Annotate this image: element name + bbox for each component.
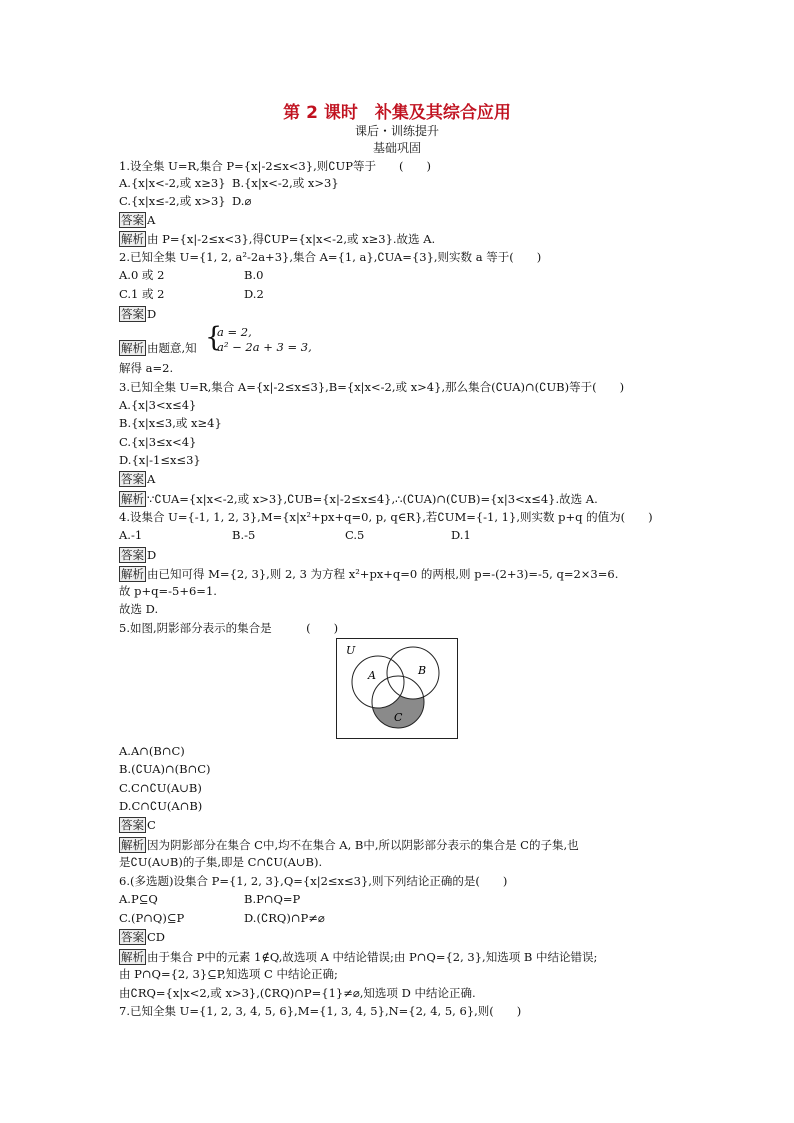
equation-system (217, 325, 312, 355)
q5-option-a: A.A∩(B∩C) (119, 744, 185, 758)
answer-tag: 答案 (121, 307, 144, 321)
q3-option-a: A.{x|3<x≤4} (119, 398, 197, 412)
q5-answer-value: C (147, 818, 156, 832)
page-title: 第 2 课时 补集及其综合应用 (283, 103, 511, 123)
answer-tag: 答案 (121, 472, 144, 486)
q3-option-c: C.{x|3≤x<4} (119, 435, 197, 449)
q4-option-b: B.-5 (232, 528, 256, 542)
q6-option-a: A.P⊆Q (119, 892, 158, 906)
q2-answer-value: D (147, 307, 157, 321)
analysis-tag: 解析 (121, 341, 144, 355)
q6-option-b: B.P∩Q=P (244, 892, 301, 906)
q1-answer-value: A (147, 213, 156, 227)
q2-analysis-text: 由题意,知 (147, 341, 197, 355)
q4-option-a: A.-1 (119, 528, 143, 542)
equation-line-2: a² − 2a + 3 = 3, (217, 340, 312, 354)
question-4-stem: 4.设集合 U={-1, 1, 2, 3},M={x|x²+px+q=0, p, q∈R},若∁UM={-1, 1},则实数 p+q 的值为( ) (119, 510, 653, 524)
label-u: U (346, 644, 356, 657)
q3-analysis (119, 491, 598, 507)
q3-option-b: B.{x|x≤3,或 x≥4} (119, 416, 222, 430)
q3-analysis-text: ∵∁UA={x|x<-2,或 x>3},∁UB={x|-2≤x≤4},∴(∁UA)∩(∁UB)={x|3<x≤4}.故选 A. (147, 492, 598, 506)
q6-answer-value: CD (147, 930, 166, 944)
q4-option-d: D.1 (451, 528, 471, 542)
q2-option-d: D.2 (244, 287, 264, 301)
venn-svg (336, 638, 458, 739)
q5-analysis (119, 837, 579, 853)
answer-tag: 答案 (121, 930, 144, 944)
q6-analysis-line-2: 由 P∩Q={2, 3}⊆P,知选项 C 中结论正确; (119, 967, 338, 981)
analysis-tag: 解析 (121, 838, 144, 852)
equation-brace: { (205, 322, 223, 353)
subtitle: 课后・训练提升 (354, 124, 439, 138)
q2-option-c: C.1 或 2 (119, 287, 165, 301)
q5-option-b: B.(∁UA)∩(B∩C) (119, 762, 211, 776)
q2-analysis (119, 340, 197, 356)
label-a: A (368, 669, 376, 682)
q1-analysis-text: 由 P={x|-2≤x<3},得∁UP={x|x<-2,或 x≥3}.故选 A. (147, 232, 436, 246)
q4-option-c: C.5 (345, 528, 365, 542)
answer-tag: 答案 (121, 818, 144, 832)
q1-option-c: C.{x|x≤-2,或 x>3} (119, 194, 226, 208)
q2-result: 解得 a=2. (119, 361, 174, 375)
answer-tag: 答案 (121, 548, 144, 562)
question-2-stem: 2.已知全集 U={1, 2, a²-2a+3},集合 A={1, a},∁UA={3},则实数 a 等于( ) (119, 250, 542, 264)
q3-answer (119, 471, 155, 487)
q1-option-b: B.{x|x<-2,或 x>3} (232, 176, 339, 190)
q3-answer-value: A (147, 472, 156, 486)
q6-analysis (119, 949, 597, 965)
q3-option-d: D.{x|-1≤x≤3} (119, 453, 201, 467)
label-b: B (418, 664, 427, 677)
q5-option-d: D.C∩∁U(A∩B) (119, 799, 203, 813)
question-7-stem: 7.已知全集 U={1, 2, 3, 4, 5, 6},M={1, 3, 4, 5},N={2, 4, 5, 6},则( ) (119, 1004, 522, 1018)
question-1-stem: 1.设全集 U=R,集合 P={x|-2≤x<3},则∁UP等于 ( ) (119, 159, 431, 173)
q5-option-c: C.C∩∁U(A∪B) (119, 781, 202, 795)
q2-option-a: A.0 或 2 (119, 268, 165, 282)
analysis-tag: 解析 (121, 492, 144, 506)
venn-diagram (336, 638, 458, 739)
q1-answer (119, 212, 155, 228)
q1-option-d: D.⌀ (232, 194, 252, 208)
q2-answer (119, 306, 156, 322)
q4-analysis-line-2: 故 p+q=-5+6=1. (119, 584, 217, 598)
question-3-stem: 3.已知全集 U=R,集合 A={x|-2≤x≤3},B={x|x<-2,或 x>4},那么集合(∁UA)∩(∁UB)等于( ) (119, 380, 625, 394)
section-heading: 基础巩固 (372, 141, 421, 155)
q6-analysis-line-3: 由∁RQ={x|x<2,或 x>3},(∁RQ)∩P={1}≠⌀,知选项 D 中结论正确. (119, 986, 476, 1000)
q4-analysis-text: 由已知可得 M={2, 3},则 2, 3 为方程 x²+px+q=0 的两根,则 p=-(2+3)=-5, q=2×3=6. (147, 567, 619, 581)
q4-analysis-line-3: 故选 D. (119, 602, 159, 616)
label-c: C (394, 711, 403, 724)
q5-analysis-line-2: 是∁U(A∪B)的子集,即是 C∩∁U(A∪B). (119, 855, 323, 869)
question-5-stem: 5.如图,阴影部分表示的集合是 ( ) (119, 621, 339, 635)
q5-answer (119, 817, 156, 833)
analysis-tag: 解析 (121, 232, 144, 246)
q4-answer-value: D (147, 548, 157, 562)
analysis-tag: 解析 (121, 950, 144, 964)
q4-answer (119, 547, 156, 563)
question-6-stem: 6.(多选题)设集合 P={1, 2, 3},Q={x|2≤x≤3},则下列结论正确的是( ) (119, 874, 508, 888)
q1-analysis (119, 231, 435, 247)
answer-tag: 答案 (121, 213, 144, 227)
q4-analysis (119, 566, 618, 582)
q2-option-b: B.0 (244, 268, 264, 282)
q6-answer (119, 929, 165, 945)
q6-option-d: D.(∁RQ)∩P≠⌀ (244, 911, 325, 925)
q6-analysis-text: 由于集合 P中的元素 1∉Q,故选项 A 中结论错误;由 P∩Q={2, 3},知选项 B 中结论错误; (147, 950, 598, 964)
q6-option-c: C.(P∩Q)⊆P (119, 911, 185, 925)
q1-option-a: A.{x|x<-2,或 x≥3} (119, 176, 226, 190)
analysis-tag: 解析 (121, 567, 144, 581)
q5-analysis-text: 因为阴影部分在集合 C中,均不在集合 A, B中,所以阴影部分表示的集合是 C的子集,也 (147, 838, 579, 852)
equation-line-1: a = 2, (217, 325, 252, 339)
